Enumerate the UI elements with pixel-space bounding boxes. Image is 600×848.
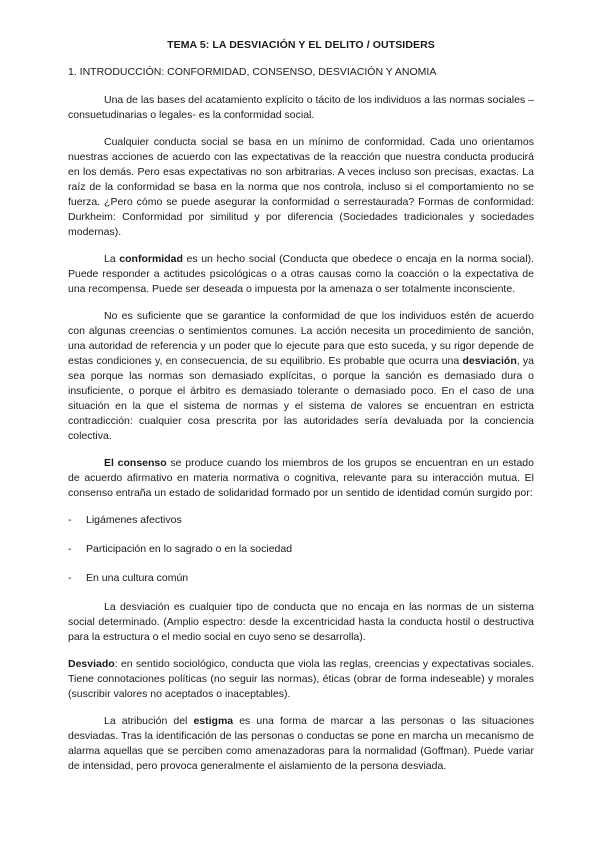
paragraph-desviacion <box>68 309 534 444</box>
consenso-list <box>68 513 534 586</box>
text-fragment: se produce cuando los miembros de los grupos se encuentran en un estado de acuerdo afirmativo en materia normativa o cognitiva, relevante para su interacción mutua. El consenso entraña un estado de solidaridad formado por un sentido de identidad común surgido por: <box>68 457 534 499</box>
text-fragment: No es suficiente que se garantice la conformidad de que los individuos estén de acuerdo con algunas creencias o sentimientos comunes. La acción necesita un procedimiento de sanción, una autoridad de referencia y un poder que lo ejecute para que esto suceda, y su rigor depende de estas condiciones y, en consecuencia, de su equilibrio. Es probable que ocurra una <box>68 310 534 367</box>
list-item-text: Participación en lo sagrado o en la sociedad <box>86 543 293 555</box>
text-fragment: La <box>104 253 120 265</box>
term-conformidad: conformidad <box>119 253 183 265</box>
term-desviacion: desviación <box>462 355 517 367</box>
bullet-dash: - <box>68 543 72 555</box>
paragraph-estigma <box>68 714 534 774</box>
term-estigma: estigma <box>193 715 234 727</box>
list-item <box>68 571 534 586</box>
paragraph-consenso <box>68 456 534 501</box>
term-consenso: El consenso <box>104 457 167 469</box>
term-desviado: Desviado <box>68 658 115 670</box>
paragraph-acatamiento: Una de las bases del acatamiento explícito o tácito de los individuos a las normas sociales – consuetudinarias o legales- es la conformidad social. <box>68 94 534 121</box>
section-heading: 1. INTRODUCCIÓN: CONFORMIDAD, CONSENSO, DESVIACIÓN Y ANOMIA <box>68 66 437 78</box>
list-item-text: Ligámenes afectivos <box>86 514 182 526</box>
document-title: TEMA 5: LA DESVIACIÓN Y EL DELITO / OUTSIDERS <box>167 39 435 51</box>
list-item <box>68 513 534 528</box>
text-fragment: : en sentido sociológico, conducta que viola las reglas, creencias y expectativas sociales. Tiene connotaciones políticas (no seguir las normas), éticas (obrar de forma indeseable) y morales (suscribir valores no aceptados o inaceptables). <box>68 658 534 700</box>
text-fragment: es una forma de marcar a las personas o las situaciones desviadas. Tras la identificación de las personas o conductas se pone en marcha un mecanismo de alarma aquellas que se perciben como amenazadoras para la normalidad (Goffman). Puede variar de intensidad, pero provoca generalmente el aislamiento de la persona desviada. <box>68 715 534 772</box>
bullet-dash: - <box>68 572 72 584</box>
text-fragment: es un hecho social (Conducta que obedece o encaja en la norma social). Puede responder a actitudes psicológicas o a otras causas como la coacción o la expectativa de una recompensa. Puede ser deseada o impuesta por la amenaza o ser totalmente inconsciente. <box>68 253 534 295</box>
paragraph-desviado <box>68 657 534 702</box>
paragraph-conducta-social: Cualquier conducta social se basa en un mínimo de conformidad. Cada uno orientamos nuestras acciones de acuerdo con las expectativas de la reacción que nuestra conducta producirá en los demás. Pero esas expectativas no son arbitrarias. A veces incluso son precisas, exactas. La raíz de la conformidad se basa en la norma que nos controla, incluso si el comportamiento no se fuerza. ¿Pero cómo se puede asegurar la conformidad o serrestaurada? Formas de conformidad: Durkheim: Conformidad por similitud y por diferencia (Sociedades tradicionales y sociedades modernas). <box>68 136 534 238</box>
paragraph-conformidad <box>68 252 534 297</box>
document-page <box>68 38 534 786</box>
paragraph-definicion-desviacion: La desviación es cualquier tipo de conducta que no encaja en las normas de un sistema social determinado. (Amplio espectro: desde la excentricidad hasta la conducta hostil o destructiva para la estructura o el medio social en cuyo seno se desarrolla). <box>68 601 534 643</box>
text-fragment: , ya sea porque las normas son demasiado explícitas, o porque la sanción es demasiado dura o insuficiente, o porque el árbitro es demasiado tolerante o demasiado poco. En el caso de una situación en la que el sistema de normas y el sistema de valores se encuentran en estricta contradicción: cualquier cosa prescrita por las autoridades sería devaluada por la conciencia colectiva. <box>68 355 534 442</box>
list-item-text: En una cultura común <box>86 572 189 584</box>
text-fragment: La atribución del <box>104 715 194 727</box>
bullet-dash: - <box>68 514 72 526</box>
list-item <box>68 542 534 557</box>
